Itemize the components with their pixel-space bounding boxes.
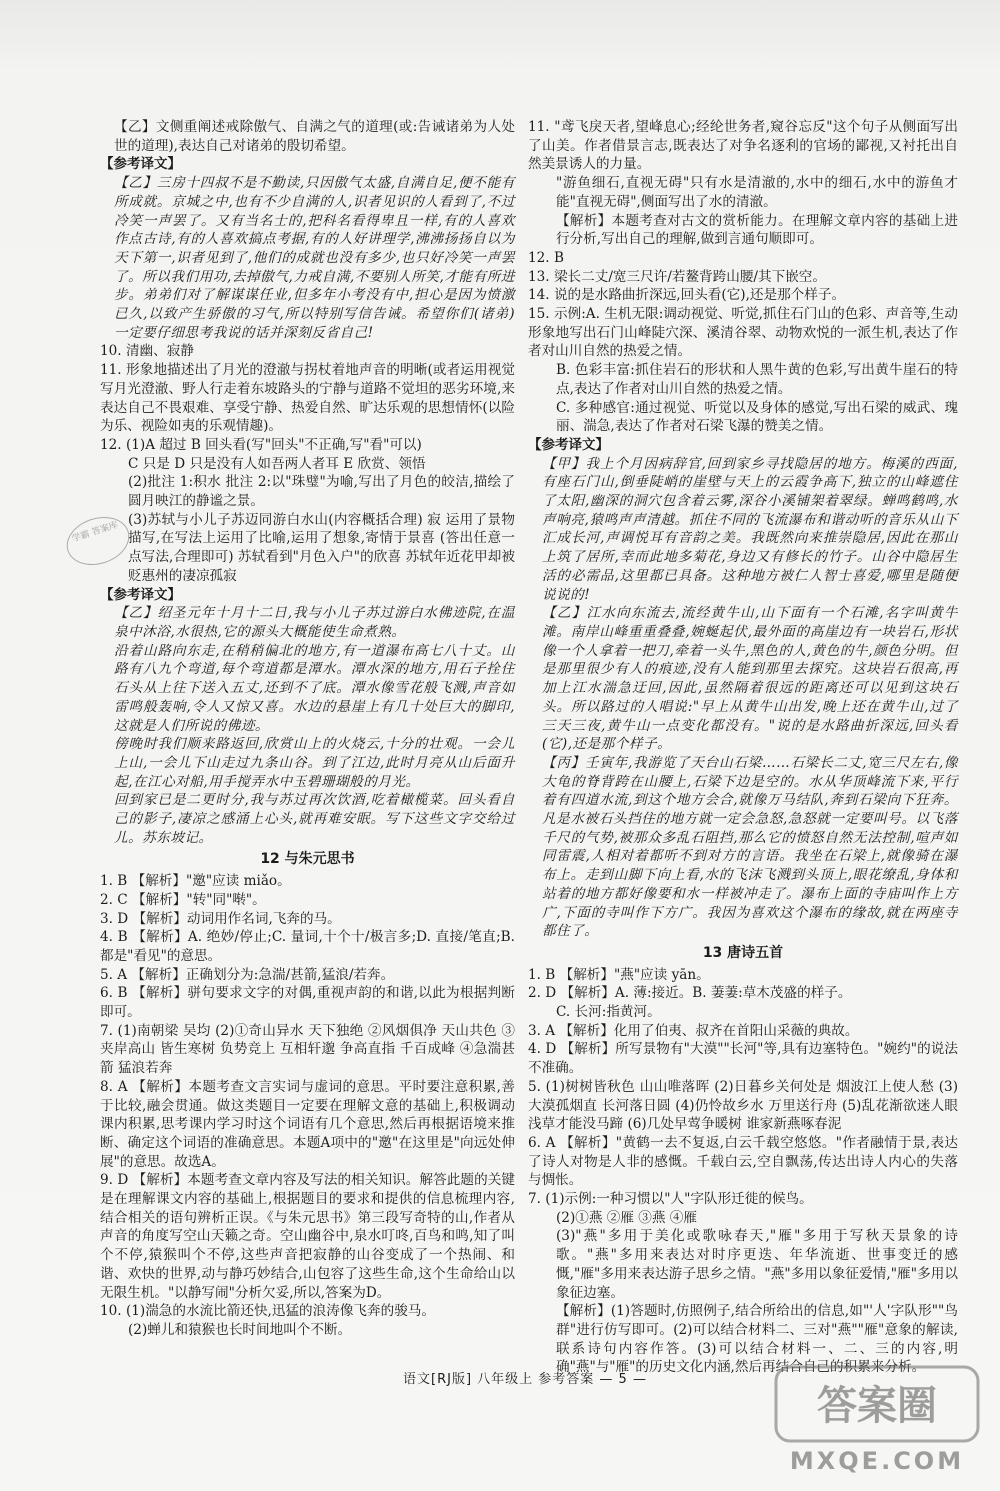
left-paragraph: 1. B 【解析】"邀"应读 miǎo。 <box>100 873 291 890</box>
left-paragraph: 10. (1)湍急的水流比箭还快,迅猛的浪涛像飞奔的骏马。 <box>100 1303 435 1320</box>
watermark-text: 答案圈 <box>817 1383 937 1429</box>
right-paragraph: 14. 说的是水路曲折深远,回头看(它),还是那个样子。 <box>528 287 846 304</box>
watermark-url: MXQE.COM <box>789 1447 965 1475</box>
left-column <box>100 118 515 1340</box>
left-paragraph: (2)蝉儿和猿猴也长时间地叫个不断。 <box>128 1322 352 1338</box>
left-paragraph: 沿着山路向东走,在稍稍偏北的地方,有一道瀑布高七八十丈。山路有八九个弯道,每个弯道都是潭水。潭水深的地方,用石子拴住石头从上往下送入五丈,还到不了底。潭水像雪花般飞溅,声音如雷鸣般轰响,令人又惊又喜。水边的悬崖上有几十处巨大的脚印,这就是人们所说的佛迹。 <box>114 642 515 734</box>
left-paragraph: 傍晚时我们顺来路返回,欣赏山上的火烧云,十分的壮观。一会儿上山,一会儿下山走过九条山谷。到了江边,此时月亮从山后面升起,在江心对船,用手搅弄水中玉碧珊瑚般的月光。 <box>114 736 515 790</box>
right-paragraph: 【解析】本题考查对古文的赏析能力。在理解文章内容的基础上进行分析,写出自己的理解,做到言通句顺即可。 <box>556 212 958 248</box>
left-paragraph: 12. (1)A 超过 B 回头看(写"回头"不正确,写"看"可以) <box>100 436 422 453</box>
left-paragraph: 9. D 【解析】本题考查文章内容及写法的相关知识。解答此题的关键是在理解课文内容的基础上,根据题目的要求和提供的信息梳理内容,结合相关的语句辨析正误。《与朱元思书》第三段写奇特的山,作者从声音的角度写空山天籁之奇。空山幽谷中,泉水叮咚,百鸟和鸣,知了叫个不停,猿猴叫个不停,这些声音把寂静的山谷变成了一个热闹、和谐、欢快的世界,动与静巧妙结合,山包容了这些生命,这个生命给山以无限生机。"以静写闹"分析欠妥,所以,答案为D。 <box>100 1172 515 1301</box>
left-paragraph: 回到家已是二更时分,我与苏过再次饮酒,吃着橄榄菜。回头看自己的影子,凄凉之感涌上心头,就再难安眠。写下这些文字交给过儿。苏东坡记。 <box>114 792 515 846</box>
right-paragraph: 15. 示例:A. 生机无限:调动视觉、听觉,抓住石门山的色彩、声音等,生动形象地写出石门山峰陡穴深、溪清谷翠、动物欢悦的一派生机,表达了作者对山川自然的热爱之情。 <box>528 306 958 360</box>
left-paragraph: 11. 形象地描述出了月光的澄澈与拐杖着地声音的明晰(或者运用视觉写月光澄澈、野人行走着东坡路头的宁静与道路不觉坦的恶劣环境,来表达自己不畏艰难、享受宁静、热爱自然、旷达乐观的思想情怀(以险为乐、视险如夷的乐观情趣)。 <box>100 362 515 435</box>
right-paragraph: 【参考译文】 <box>528 436 609 453</box>
left-paragraph: C 只是 D 只是没有人如吾两人者耳 E 欣赏、领悟 <box>128 455 426 472</box>
left-paragraph: 8. A 【解析】本题考查文言实词与虚词的意思。平时要注意积累,善于比较,融会贯通。做这类题目一定要在理解文意的基础上,积极调动课内积累,思考课内学习时这个词语有几个意思,然后再根据语境来推断、确定这个词语的准确意思。本题A项中的"邀"在这里是"向远处伸展"的意思。故选A。 <box>100 1078 515 1170</box>
left-paragraph: 6. B 【解析】骈句要求文字的对偶,重视声韵的和谐,以此为根据判断即可。 <box>100 985 515 1021</box>
right-paragraph: 6. A 【解析】"黄鹤一去不复返,白云千载空悠悠。"作者融情于景,表达了诗人对物是人非的感慨。千载白云,空自飘荡,传达出诗人内心的失落与惆怅。 <box>528 1134 958 1189</box>
right-paragraph: 1. B 【解析】"燕"应读 yān。 <box>528 966 710 983</box>
left-paragraph: 4. B 【解析】A. 绝妙/停止;C. 量词,十个十/极言多;D. 直接/笔直;B. 都是"看见"的意思。 <box>100 929 515 964</box>
left-paragraph: 2. C 【解析】"转"同"啭"。 <box>100 891 266 908</box>
right-paragraph: 5. (1)树树皆秋色 山山唯落晖 (2)日暮乡关何处是 烟波江上使人愁 (3)大漠孤烟直 长河落日圆 (4)仍怜故乡水 万里送行舟 (5)乱花渐欲迷人眼 浅草才能没马蹄 (6)几处早莺争暖树 谁家新燕啄春泥 <box>528 1078 958 1133</box>
right-paragraph: 7. (1)示例:一种习惯以"人"字队形迁徙的候鸟。 <box>528 1191 813 1208</box>
right-paragraph: B. 色彩丰富:抓住岩石的形状和人黑牛黄的色彩,写出黄牛崖石的特点,表达了作者对山川自然的热爱之情。 <box>556 362 958 397</box>
right-paragraph: 4. D 【解析】所写景物有"大漠""长河"等,具有边塞特色。"婉约"的说法不准确。 <box>528 1041 958 1077</box>
right-paragraph: 11. "鸢飞戾天者,望峰息心;经纶世务者,窥谷忘反"这个句子从侧面写出了山美。作者借景言志,既表达了对争名逐利的官场的鄙视,又衬托出自然美景诱人的力量。 <box>528 119 958 173</box>
right-paragraph: 【解析】(1)答题时,仿照例子,结合所给出的信息,如"'人'字队形""鸟群"进行仿写即可。(2)可以结合材料二、三对"燕""雁"意象的解读,联系诗句内容作答。(3)可以结合材料一、二、三的内容,明确"燕"与"雁"的历史文化内涵,然后再结合自己的积累来分析。 <box>556 1303 958 1376</box>
right-paragraph: C. 多种感官:通过视觉、听觉以及身体的感觉,写出石梁的威武、瑰丽、湍急,表达了作者对石梁飞瀑的赞美之情。 <box>556 399 958 435</box>
right-paragraph: (2)①燕 ②雁 ③燕 ④雁 <box>556 1209 697 1226</box>
left-paragraph: 3. D 【解析】动词用作名词,飞奔的马。 <box>100 910 341 927</box>
left-paragraph: (3)苏轼与小儿子苏迈同游白水山(内容概括合理) 寂 运用了景物描写,在写法上运用了比喻,运用了想象,寄情于景喜 (答出任意一点写法,合理即可) 苏轼看到"月色入户"的欣喜 苏轼年近花甲却被贬惠州的凄凉孤寂 <box>128 511 515 584</box>
right-paragraph: (3)"燕"多用于美化或歌咏春天,"雁"多用于写秋天景象的诗歌。"燕"多用来表达对时序更迭、年华流逝、世事变迁的感慨,"雁"多用来表达游子思乡之情。"燕"多用以象征爱情,"雁"多用以象征边塞。 <box>556 1228 958 1301</box>
right-paragraph: 2. D 【解析】A. 薄:接近。B. 萋萋:草木茂盛的样子。 <box>528 985 852 1002</box>
left-paragraph: 【参考译文】 <box>100 586 181 603</box>
left-paragraph: 5. A 【解析】正确划分为:急湍/甚箭,猛浪/若奔。 <box>100 966 395 983</box>
right-paragraph: "游鱼细石,直视无碍"只有水是清澈的,水中的细石,水中的游鱼才能"直视无碍",侧面写出了水的清澈。 <box>556 175 958 210</box>
library-stamp: 学霸 答案库 <box>60 509 135 573</box>
left-paragraph: 12 与朱元思书 <box>260 851 355 868</box>
right-paragraph: 【丙】壬寅年,我游览了天台山石梁……石梁长二丈,宽三尺左右,像大龟的脊背跨在山腰上,石梁下边是空的。水从华顶峰流下来,平行着有四道水流,到这个地方会合,就像万马结队,奔到石梁向下狂奔。凡是水被石头挡住的地方就一定会急怒,急怒就一定要叫号。以飞落千尺的气势,被那众多乱石阻挡,那么它的愤怒自然无法控制,喧声如同雷震,人相对着都听不到对方的言语。我坐在石梁上,就像骑在瀑布上。走到山脚下向上看,水的飞沫飞溅到头顶上,眼花缭乱,身体和站着的地方都好像要和水一样被冲走了。瀑布上面的寺庙叫作上方广,下面的寺叫作下方广。我因为喜欢这个瀑布的缘故,就在两座寺都住了。 <box>542 754 958 940</box>
right-paragraph: 【乙】江水向东流去,流经黄牛山,山下面有一个石滩,名字叫黄牛滩。南岸山峰重重叠叠,婉蜒起伏,最外面的高崖边有一块岩石,形状像一个人拿着一把刀,牵着一头牛,黑色的人,黄色的牛,颜色分明。但是那里很少有人的痕迹,没有人能到那里去探究。这块岩石很高,再加上江水湍急迂回,因此,虽然隔着很远的距离还可以见到这块石头。所以路过的人唱说:"早上从黄牛山出发,晚上还在黄牛山,过了三天三夜,黄牛山一点变化都没有。"说的是水路曲折深远,回头看(它),还是那个样子。 <box>542 605 958 753</box>
left-paragraph: 【乙】文侧重阐述戒除傲气、自满之气的道理(或:告诫诸弟为人处世的道理),表达自己对诸弟的殷切希望。 <box>114 119 515 154</box>
right-paragraph: 3. A 【解析】化用了伯夷、叔齐在首阳山采薇的典故。 <box>528 1022 859 1039</box>
right-paragraph: 12. B <box>528 249 564 266</box>
left-paragraph: 【参考译文】 <box>100 156 181 173</box>
left-paragraph: 7. (1)南朝梁 吴均 (2)①奇山异水 天下独绝 ②风烟俱净 天山共色 ③夹岸高山 皆生寒树 负势竞上 互相轩邈 争高直指 千百成峰 ④急湍甚箭 猛浪若奔 <box>100 1022 515 1077</box>
right-column <box>528 118 958 1377</box>
left-paragraph: 【乙】绍圣元年十月十二日,我与小儿子苏过游白水佛迹院,在温泉中沐浴,水很热,它的源头大概能使生命煮熟。 <box>114 605 515 640</box>
right-paragraph: 13. 梁长二丈/宽三尺许/若鳌背跨山腰/其下嵌空。 <box>528 268 826 285</box>
left-paragraph: (2)批注 1:积水 批注 2:以"珠璧"为喻,写出了月色的皎洁,描绘了圆月映江的静谧之景。 <box>128 474 515 510</box>
left-paragraph: 10. 清幽、寂静 <box>100 343 194 360</box>
right-paragraph: C. 长河:指黄河。 <box>556 1004 661 1021</box>
page-footer: 语文[RJ版] 八年级上 参考答案 — 5 — <box>403 1372 647 1387</box>
right-paragraph: 13 唐诗五首 <box>702 944 784 961</box>
right-paragraph: 【甲】我上个月因病辞官,回到家乡寻找隐居的地方。梅溪的西面,有座石门山,倒垂陡峭的崖壁与天上的云霞争高下,独立的山峰遮住了太阳,幽深的洞穴包含着云雾,深谷小溪铺架着翠绿。蝉鸣鹤鸣,水声响亮,猿鸣声声清越。抓住不同的飞流瀑布和谐动听的音乐从山下汇成长河,声调悦耳有音韵之美。我既然向来推崇隐居,因此在那山上筑了居所,幸而此地多菊花,身边又有修长的竹子。山谷中隐居生活的必需品,这里都已具备。这种地方被仁人智士喜爱,哪里是随便说说的! <box>542 455 958 603</box>
left-paragraph: 【乙】三房十四叔不是不勤读,只因傲气太盛,自满自足,便不能有所成就。京城之中,也有不少自满的人,识者见识的人看到了,不过冷笑一声罢了。又有当名士的,把科名看得卑且一样,有的人喜欢作点古诗,有的人喜欢搞点考据,有的人好讲理学,沸沸扬扬自以为天下第一,识者见到了,他们的成就也没有多少,也只好冷笑一声罢了。所以我们用功,去掉傲气,力戒自满,不要别人所笑,才能有所进步。弟弟们对了解谋谋任业,但多年小考没有中,担心是因为愤激已久,以致产生骄傲的习气,所以特别写信告诫。希望你们(诸弟)一定要仔细思考我说的话并深刻反省自己! <box>114 175 515 341</box>
watermark-logo <box>772 1361 982 1479</box>
